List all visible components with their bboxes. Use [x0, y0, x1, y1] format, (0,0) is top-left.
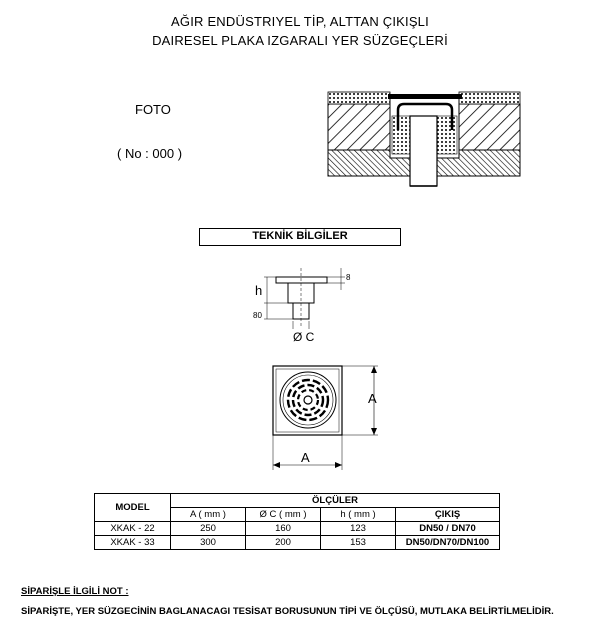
dim-a-bottom-label: A — [301, 450, 310, 465]
col-exit-header: ÇIKIŞ — [396, 508, 500, 522]
dim-diameter-label: Ø C — [293, 330, 315, 344]
a-cell: 300 — [171, 536, 246, 550]
table-row — [95, 522, 500, 536]
c-cell: 160 — [246, 522, 321, 536]
photo-number: ( No : 000 ) — [117, 146, 183, 161]
col-a-header: A ( mm ) — [171, 508, 246, 522]
dim-top-label: 8 — [346, 273, 351, 282]
specifications-table — [94, 493, 500, 550]
model-cell: XKAK - 33 — [95, 536, 171, 550]
model-header: MODEL — [95, 494, 171, 522]
plan-view-drawing — [273, 366, 378, 470]
dim-bottom-label: 80 — [253, 311, 262, 320]
note-text: SİPARİŞTE, YER SÜZGECİNİN BAGLANACAGI TESİSAT BORUSUNUN TİPİ VE ÖLÇÜSÜ, MUTLAKA BELİRTİLMELİDİR. — [21, 606, 554, 617]
installation-section-drawing — [328, 92, 520, 186]
note-heading: SİPARİŞLE İLGİLİ NOT : — [21, 586, 129, 597]
a-cell: 250 — [171, 522, 246, 536]
technical-info-header: TEKNİK BİLGİLER — [199, 228, 401, 246]
col-h-header: h ( mm ) — [321, 508, 396, 522]
measurements-header: ÖLÇÜLER — [171, 494, 500, 508]
title-line-1: AĞIR ENDÜSTRIYEL TİP, ALTTAN ÇIKIŞLI — [171, 14, 429, 29]
exit-cell: DN50/DN70/DN100 — [396, 536, 500, 550]
title-line-2: DAIRESEL PLAKA IZGARALI YER SÜZGEÇLERİ — [152, 33, 448, 48]
exit-cell: DN50 / DN70 — [396, 522, 500, 536]
model-cell: XKAK - 22 — [95, 522, 171, 536]
table-row — [95, 536, 500, 550]
photo-label: FOTO — [135, 102, 171, 117]
h-cell: 123 — [321, 522, 396, 536]
col-c-header: Ø C ( mm ) — [246, 508, 321, 522]
side-view-drawing — [253, 268, 351, 344]
h-cell: 153 — [321, 536, 396, 550]
dim-height-label: h — [255, 283, 263, 298]
c-cell: 200 — [246, 536, 321, 550]
dim-a-side-label: A — [368, 391, 377, 406]
